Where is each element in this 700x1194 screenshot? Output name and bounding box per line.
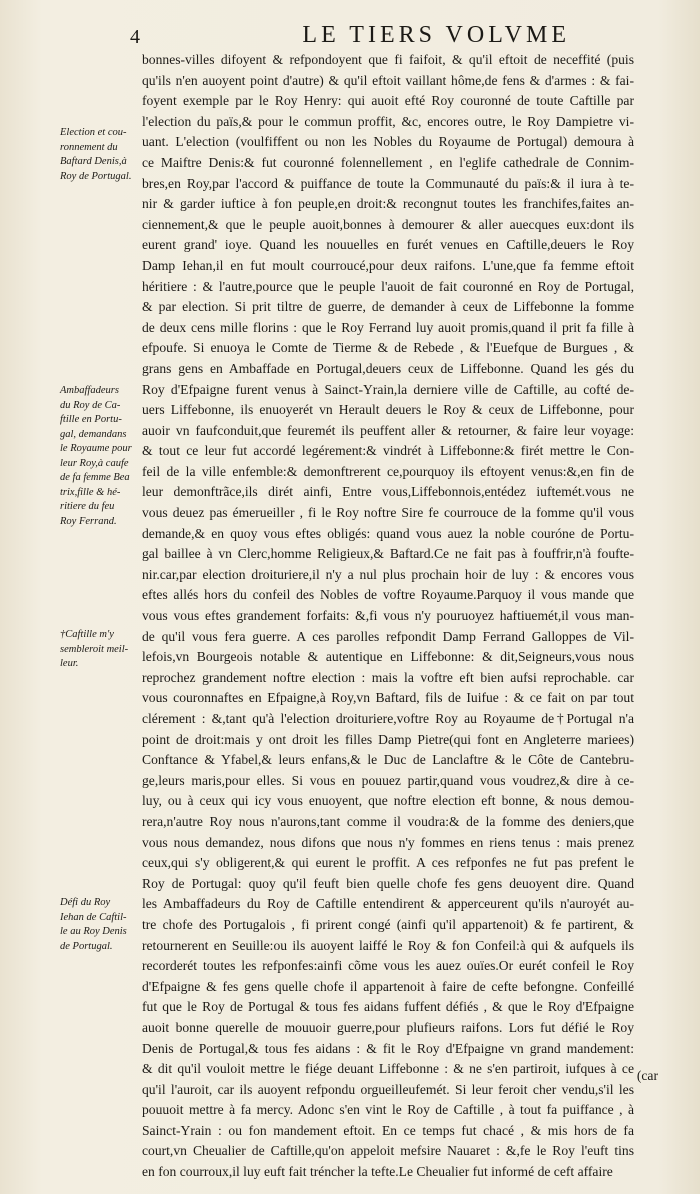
text-line: Damp Iehan,il en fut moult courroucé,pour deux raifons. L'une,que fa femme eftoit	[142, 257, 634, 273]
margin-note-line: ftille en Portu-	[60, 414, 122, 425]
text-line: héritiere : & l'autre,pource que le peuple l'auoit de fait couronné en Roy de Portugal,	[142, 278, 634, 294]
text-line: ceux,qui s'y obligerent,& qui eurent le proffit. A ces refponfes ne fut pas prefent le	[142, 855, 634, 871]
text-line: vous deuez pas émerueiller , fi le Roy noftre Sire fe courrouce de la fomme qu'il vous	[142, 505, 634, 521]
text-line: & par election. Si prit tiltre de guerre, de demander à ceux de Liffebonne la fomme	[142, 299, 634, 315]
margin-note-line: Election et cou-	[60, 127, 127, 138]
text-line: l'election du païs,& pour le commun proffit, &c, encores outre, le Roy Dampietre vi-	[142, 113, 634, 129]
margin-note-line: du Roy de Ca-	[60, 399, 121, 411]
margin-note-line: Défi du Roy	[60, 897, 111, 908]
text-line: bres,en Roy,par l'accord & puiffance de toute la Communauté du païs:& il iura à te-	[142, 175, 634, 191]
margin-note-line: ritiere du feu	[60, 501, 115, 512]
text-line: nir & garder iuftice à fon peuple,en droit:& recongnut toutes les franchifes,faites an-	[142, 196, 634, 212]
text-line: fut que le Roy de Portugal & tous fes aidans fuffent défiés , & que le Roy d'Efpaigne	[142, 999, 634, 1015]
margin-note-castille	[60, 628, 138, 672]
text-line: qu'ils n'en auoyent point d'autre) & qu'il eftoit vaillant hôme,de fens & d'armes : & fai-	[142, 72, 634, 88]
text-line: recorderét toutes les refponfes:ainfi cõme vous les auez ouïes.Or eurét confeil le Roy	[142, 958, 634, 974]
text-line: ge,leurs maris,pour elles. Si vous en pouuez partir,quand vous voudrez,& dire à ce-	[142, 772, 634, 788]
text-line: vous couronnaftes en Efpaigne,à Roy,vn Baftard, fils de Iuifue : & ce fait on par tout	[142, 690, 634, 706]
margin-note-line: leur Roy,à caufe	[60, 457, 129, 469]
margin-note-line: trix,fille & hé-	[60, 486, 121, 498]
margin-note-ambassadeurs	[60, 384, 138, 529]
margin-note-line: Roy Ferrand.	[60, 515, 117, 527]
text-line: eurent grand' ioye. Quand les nouuelles en furét venues en Caftille,deuers le Roy	[142, 237, 634, 253]
margin-note-line: le Royaume pour	[60, 443, 132, 454]
margin-note-line: leur.	[60, 658, 79, 669]
catchword: (car	[636, 1068, 658, 1083]
margin-note-line: sembleroit meil-	[60, 643, 129, 655]
text-line: gal baillee à vn Clerc,homme Religieux,& Baftard.Ce ne fait pas à fouffrir,n'à foufte-	[142, 546, 634, 562]
text-line: en fon courroux,il luy euft fait tréncher la tefte.Le Cheualier fut informé de ceft affaire	[142, 1164, 613, 1180]
text-line: Conftance & Yfabel,& leurs enfans,& le Duc de Lanclaftre & le Côte de Cantebru-	[142, 752, 634, 768]
text-line: point de droit:mais y ont droit les filles Damp Pietre(qui font en Angleterre mariees)	[142, 731, 634, 747]
text-line: Denis de Portugal,& tous fes aidans : & fit le Roy d'Efpaigne vn grand mandement:	[142, 1040, 634, 1056]
text-line: & dit qu'il vouloit mettre le fiége deuant Liffebonne : & ne s'en partiroit, iufques à ce	[142, 1061, 634, 1077]
text-line: uant. L'election (voulfiffent ou non les Nobles du Royaume de Portugal) demoura à	[142, 134, 634, 150]
page-number: 4	[130, 26, 140, 48]
text-line: vous vous eftes grandement forfaits: &,fi vous n'y pouruoyez haftiuemét,il vous man-	[142, 608, 634, 624]
body-text	[142, 50, 634, 1183]
margin-note-line: Roy de Portugal.	[60, 170, 132, 182]
margin-note-line: le au Roy Denis	[60, 926, 127, 937]
text-line: uers Liffebonne, ils enuoyerét vn Herault deuers le Roy & ceux de Liffebonne, pour	[142, 402, 634, 418]
running-title: LE TIERS VOLVME	[302, 22, 570, 48]
margin-note-line: de Portugal.	[60, 940, 113, 952]
text-line: de qu'il vous fera guerre. A ces parolles refpondit Damp Ferrand Galloppes de Vil-	[142, 628, 634, 644]
text-line: grans gens en Ambaffade en Portugal,deuers ceux de Liffebonne. Quand les gés du	[142, 360, 634, 376]
text-line: retournerent en Seuille:ou ils auoyent laiffé le Roy & fon Confeil:à qui & aufquels ils	[142, 937, 634, 953]
margin-note-line: de fa femme Bea	[60, 472, 130, 483]
text-line: nir.car,par election droituriere,il n'y a nul plus prochain hoir de luy : & encores vous	[142, 566, 634, 582]
text-line: foyent exemple par le Roy Henry: qui auoit efté Roy couronné de toute Caftille par	[142, 93, 634, 109]
margin-note-defi	[60, 896, 138, 954]
margin-note-line: Baftard Denis,à	[60, 156, 127, 167]
text-line: vous nous demandez, nous difons que nous n'y fommes en riens tenus : mais prenez	[142, 834, 634, 850]
text-line: ce Maiftre Denis:& fut couronné folennellement , en l'eglife cathedrale de Connim-	[142, 154, 634, 170]
text-line: les Ambaffadeurs du Roy de Caftille entendirent & apperceurent qu'ils n'auroyét au-	[142, 896, 634, 912]
margin-note-line: Ambaffadeurs	[60, 385, 119, 396]
text-line: court,vn Cheualier de Caftille,qu'on appeloit mefsire Nauaret : &,fe le Roy l'euft tins	[142, 1143, 634, 1159]
text-line: auoit bonne querelle de mouuoir guerre,pour plufieurs raifons. Lors fut défié le Roy	[142, 1019, 634, 1035]
text-line: lefois,vn Bourgeois notable & autentique en Liffebonne: & dit,Seigneurs,vous nous	[142, 649, 634, 665]
margin-note-line: †Caftille m'y	[60, 629, 114, 640]
text-line: tre chofe des Portugalois , fi prirent congé (ainfi qu'il appartenoit) & fe partirent, &	[142, 916, 634, 932]
text-line: qu'il l'auroit, car ils auoyent refpondu orgueilleufemét. Si leur feroit cher vendu,s'il les	[142, 1081, 634, 1097]
text-line: Roy de Portugal: quoy qu'il feuft bien quelle chofe fes gens deuoyent dire. Quand	[142, 875, 634, 891]
text-line: demande,& en quoy vous eftes obligés: quand vous auez la noble couróne de Portu-	[142, 525, 634, 541]
margin-note-election	[60, 126, 138, 184]
page-header	[130, 22, 570, 52]
text-line: Roy d'Efpaigne furent venus à Sainct-Yrain,la derniere ville de Caftille, au cofté de-	[142, 381, 634, 397]
text-line: auoir vn faufconduit,que feuremét ils peuffent aller & retourner, & faire leur voyage:	[142, 422, 634, 438]
text-line: reprochez grandement noftre election : mais la voftre eft bien aufsi reprochable. car	[142, 669, 634, 685]
text-line: bonnes-villes difoyent & refpondoyent que fi faifoit, & qu'il eftoit de neceffité (puis	[142, 52, 634, 67]
text-line: pouuoit mettre à fa mercy. Adonc s'en vint le Roy de Caftille , à tout fa puiffance , à	[142, 1102, 634, 1118]
text-line: ciennement,& que le peuple auoit,bonnes à demourer & aller auecques eux:dont ils	[142, 216, 634, 232]
text-line: Sainct-Yrain : ou fon mandement eftoit. En ce temps fut chacé , & mis hors de fa	[142, 1122, 634, 1138]
text-line: feil de la ville enfemble:& demonftrerent ce,pourquoy ils eftoyent venus:&,en fin de	[142, 463, 634, 479]
text-line: eftes allés hors du confeil des Nobles de voftre Royaume.Parquoy il vous mande que	[142, 587, 634, 603]
text-line: leur demonftrãce,ils dirét ainfi, Entre vous,Liffebonnois,entédez iuftemét.vous ne	[142, 484, 634, 500]
text-line: clérement : &,tant qu'à l'election droituriere,voftre Roy au Royaume de†Portugal n'a	[142, 711, 634, 726]
margin-note-line: ronnement du	[60, 141, 118, 153]
text-line: efpoufe. Si enuoya le Comte de Tierme & de Rebede , & l'Euefque de Burgues , &	[142, 340, 634, 356]
text-line: luy, ou à ceux qui icy vous enuoyent, que noftre election eft bonne, & nous demou-	[142, 793, 634, 809]
text-line: & tout ce leur fut accordé legérement:& vindrét à Liffebonne:& firét mettre le Con-	[142, 443, 634, 459]
margin-note-line: Iehan de Caftil-	[60, 911, 127, 923]
margin-note-line: gal, demandans	[60, 428, 127, 440]
text-line: de deux cens mille florins : que le Roy Ferrand luy auoit promis,quand il prit fa fille à	[142, 319, 634, 335]
text-line: rera,n'autre Roy nous n'aurons,tant comme il voudra:& de la fomme des deniers,que	[142, 813, 634, 829]
text-line: d'Efpaigne & fes gens quelle chofe il appartenoit à faire de cefte befongne. Confeillé	[142, 978, 634, 994]
